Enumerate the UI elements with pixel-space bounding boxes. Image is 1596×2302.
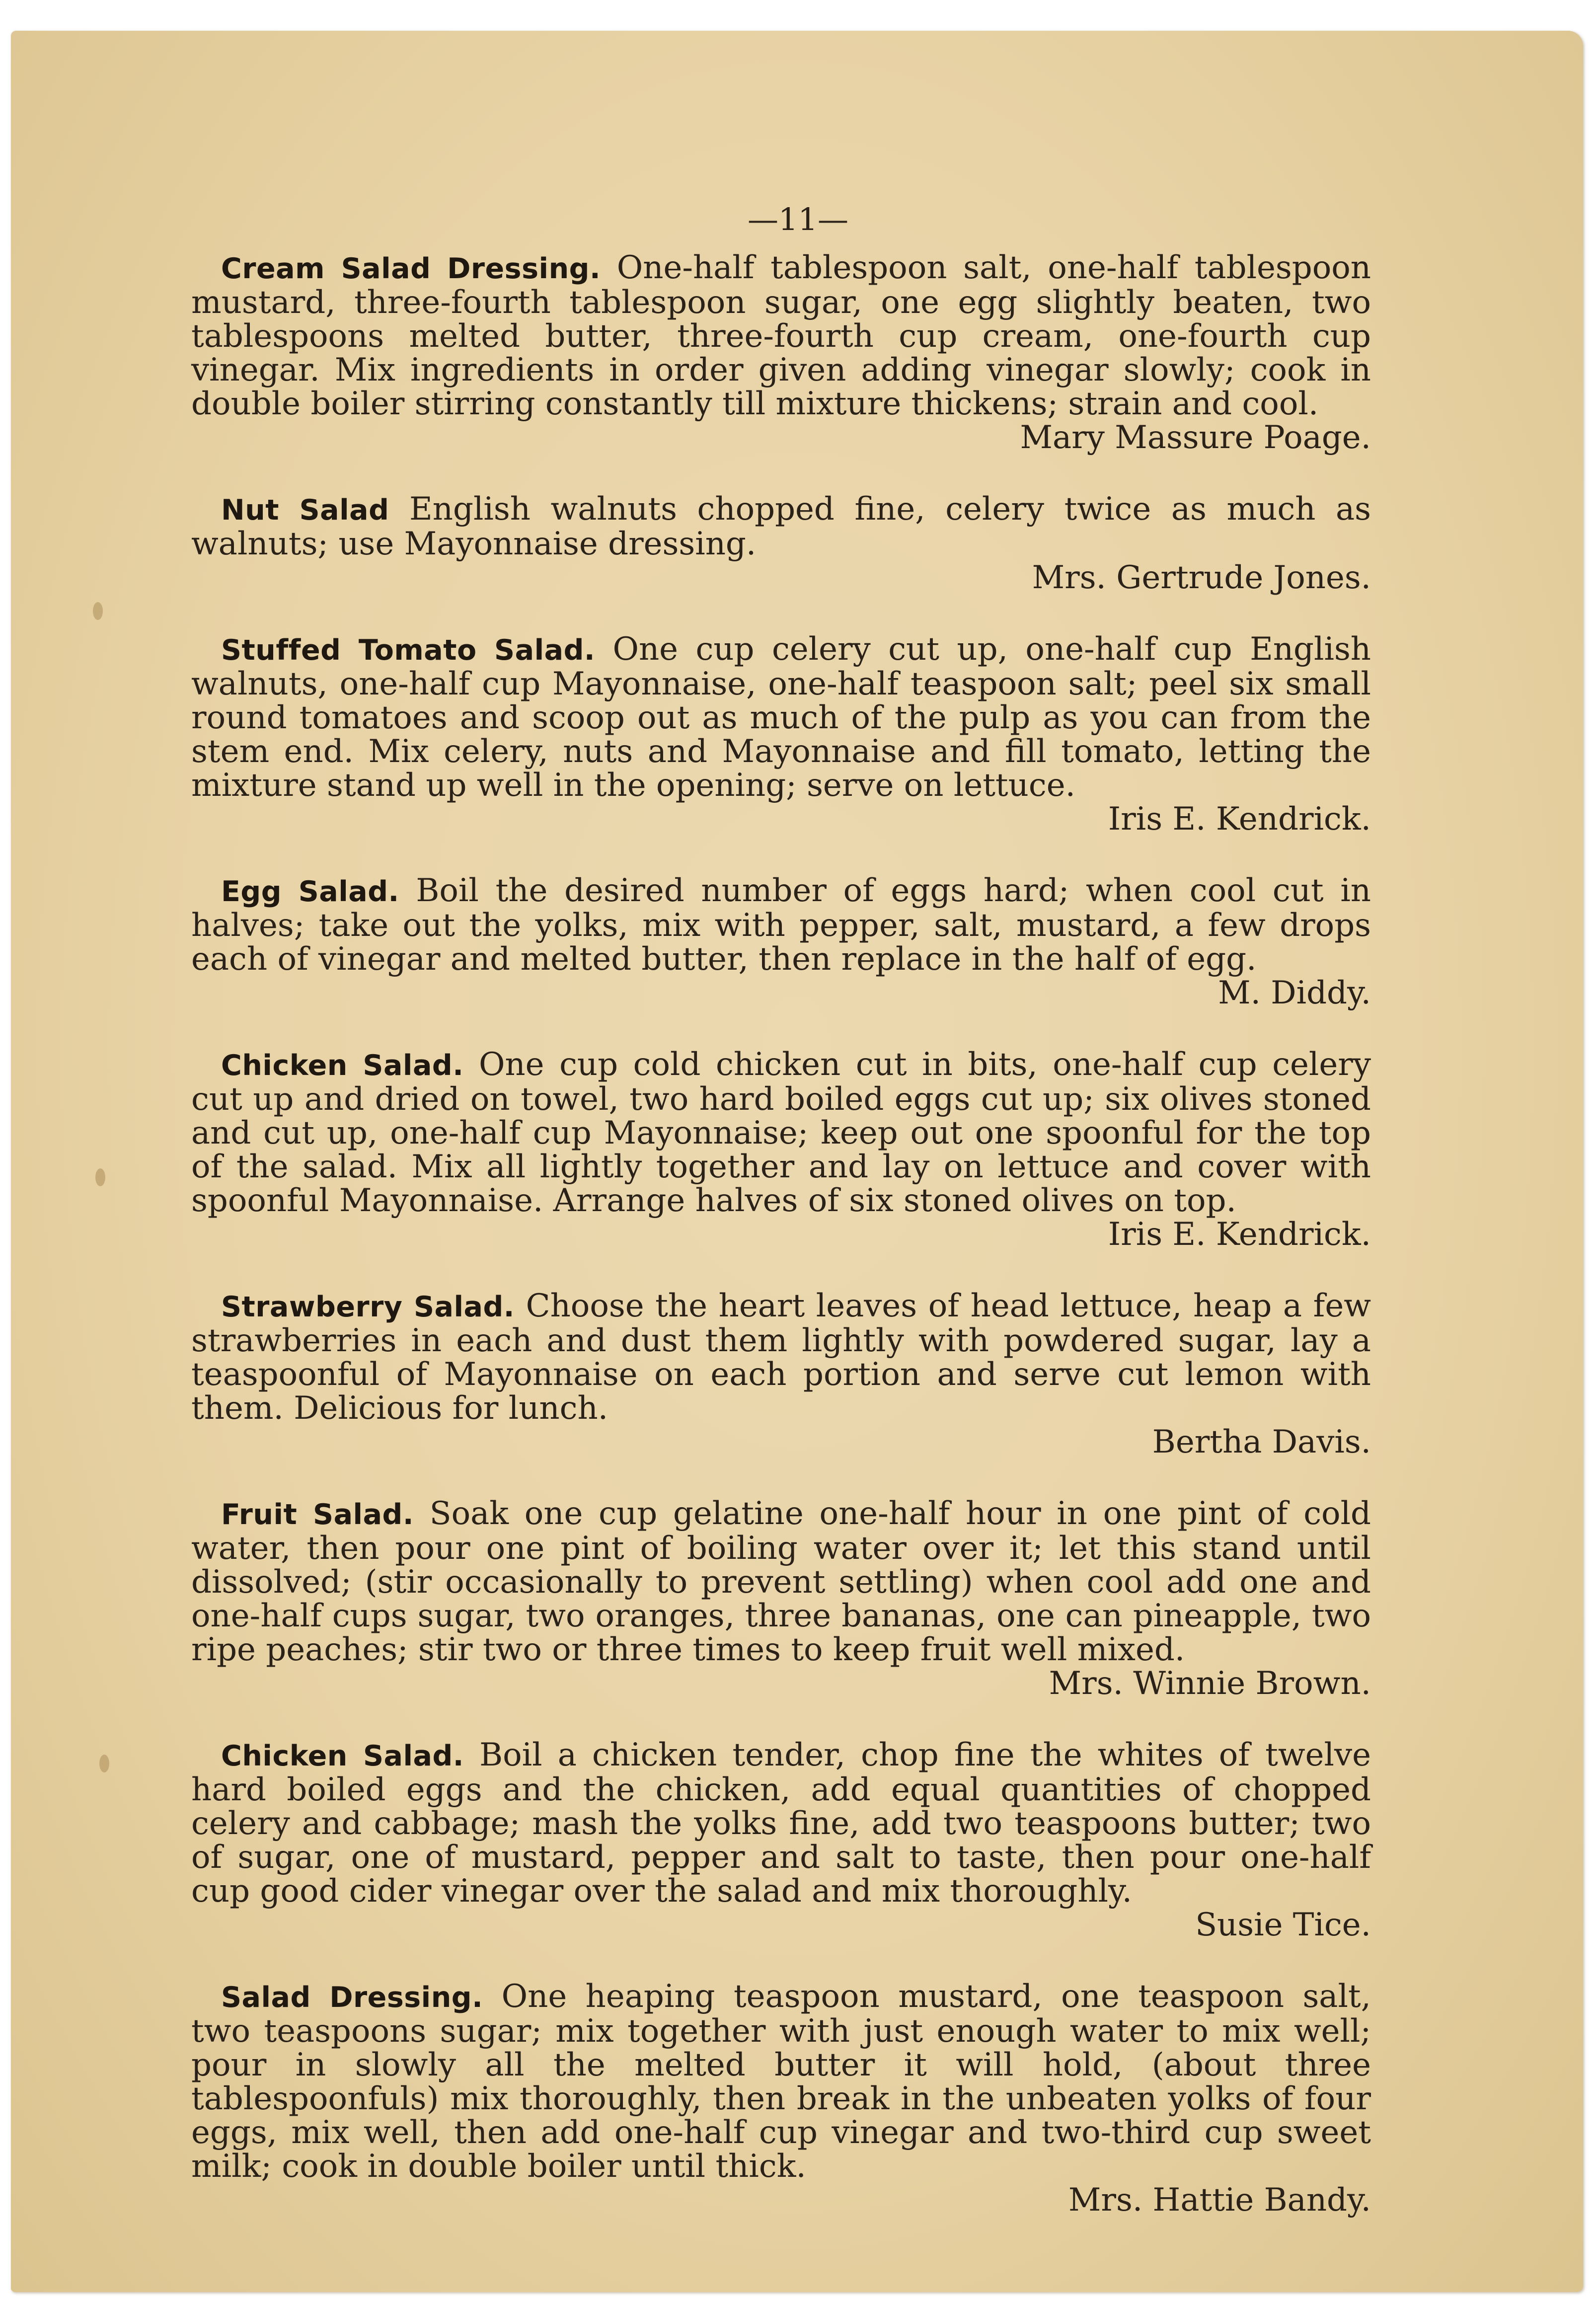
recipe-title: Cream Salad Dressing. — [221, 252, 601, 285]
recipe-title: Fruit Salad. — [221, 1498, 414, 1531]
recipe-author: Mrs. Gertrude Jones. — [1032, 559, 1371, 596]
recipe-title: Nut Salad — [221, 494, 389, 527]
recipe-title: Strawberry Salad. — [221, 1291, 515, 1323]
recipe-list — [191, 251, 1371, 2255]
recipe-body — [191, 1738, 1371, 1908]
recipe-title: Chicken Salad. — [221, 1740, 464, 1772]
recipe-entry — [191, 874, 1371, 1010]
recipe-text: Soak one cup gelatine one-half hour in one pint of cold water, then pour one pint of boiling water over it; let this stand until dissolved; (stir occasionally to prevent settling) when cool add one and one-half cups sugar, two oranges, three bananas, one can pineapple, two ripe peaches; stir two or three times to keep fruit well mixed. — [191, 1495, 1371, 1668]
recipe-body — [191, 874, 1371, 976]
recipe-text: One cup celery cut up, one-half cup English walnuts, one-half cup Mayonnaise, one-half teaspoon salt; peel six small round tomatoes and scoop out as much of the pulp as you can from the stem end. Mix celery, nuts and Mayonnaise and fill tomato, letting the mixture stand up well in the opening; serve on lettuce. — [191, 631, 1371, 804]
recipe-body — [191, 251, 1371, 421]
recipe-author: M. Diddy. — [1218, 975, 1371, 1011]
recipe-text: One heaping teaspoon mustard, one teaspoon salt, two teaspoons sugar; mix together with just enough water to mix well; pour in slowly all the melted butter it will hold, (about three tablespoonfuls) mix thoroughly, then break in the unbeaten yolks of four eggs, mix well, then add one-half cup vinegar and two-third cup sweet milk; cook in double boiler until thick. — [191, 1978, 1371, 2185]
recipe-title: Salad Dressing. — [221, 1981, 483, 2014]
paper-blemish — [93, 602, 103, 620]
recipe-entry — [191, 1289, 1371, 1459]
recipe-entry — [191, 1048, 1371, 1251]
paper-blemish — [95, 1168, 105, 1186]
recipe-entry — [191, 251, 1371, 455]
recipe-author: Iris E. Kendrick. — [1108, 1216, 1371, 1253]
recipe-body — [191, 492, 1371, 561]
recipe-text: Boil the desired number of eggs hard; when cool cut in halves; take out the yolks, mix with pepper, salt, mustard, a few drops each of vinegar and melted butter, then replace in the half of egg. — [191, 872, 1371, 978]
recipe-text: English walnuts chopped fine, celery twice as much as walnuts; use Mayonnaise dressing. — [191, 491, 1371, 562]
paper-blemish — [99, 1755, 109, 1772]
recipe-entry — [191, 492, 1371, 595]
recipe-entry — [191, 1497, 1371, 1700]
recipe-text: Choose the heart leaves of head lettuce, heap a few strawberries in each and dust them lightly with powdered sugar, lay a teaspoonful of Mayonnaise on each portion and serve cut lemon with them. Delicious for lunch. — [191, 1288, 1371, 1427]
recipe-text: One cup cold chicken cut in bits, one-half cup celery cut up and dried on towel, two hard boiled eggs cut up; six olives stoned and cut up, one-half cup Mayonnaise; keep out one spoonful for the top of the salad. Mix all lightly together and lay on lettuce and cover with spoonful Mayonnaise. Arrange halves of six stoned olives on top. — [191, 1046, 1371, 1219]
recipe-author: Bertha Davis. — [1152, 1424, 1371, 1460]
page-number: —11— — [748, 201, 848, 237]
recipe-entry — [191, 632, 1371, 836]
recipe-body — [191, 1497, 1371, 1667]
recipe-body — [191, 1048, 1371, 1218]
recipe-text: Boil a chicken tender, chop fine the whites of twelve hard boiled eggs and the chicken, add equal quantities of chopped celery and cabbage; mash the yolks fine, add two teaspoons butter; two of sugar, one of mustard, pepper and salt to taste, then pour one-half cup good cider vinegar over the salad and mix thoroughly. — [191, 1737, 1371, 1910]
recipe-author: Susie Tice. — [1195, 1907, 1371, 1943]
recipe-body — [191, 632, 1371, 802]
recipe-author: Mrs. Winnie Brown. — [1049, 1665, 1371, 1702]
recipe-author: Iris E. Kendrick. — [1108, 801, 1371, 838]
recipe-author: Mrs. Hattie Bandy. — [1068, 2182, 1371, 2219]
recipe-entry — [191, 1980, 1371, 2217]
recipe-author: Mary Massure Poage. — [1020, 419, 1371, 456]
recipe-body — [191, 1980, 1371, 2183]
recipe-title: Chicken Salad. — [221, 1049, 464, 1082]
recipe-title: Stuffed Tomato Salad. — [221, 634, 596, 667]
recipe-body — [191, 1289, 1371, 1425]
recipe-entry — [191, 1738, 1371, 1942]
recipe-text: One-half tablespoon salt, one-half tablespoon mustard, three-fourth tablespoon sugar, one egg slightly beaten, two tablespoons melted butter, three-fourth cup cream, one-fourth cup vinegar. Mix ingredients in order given adding vinegar slowly; cook in double boiler stirring constantly till mixture thickens; strain and cool. — [191, 249, 1371, 422]
recipe-title: Egg Salad. — [221, 875, 399, 908]
